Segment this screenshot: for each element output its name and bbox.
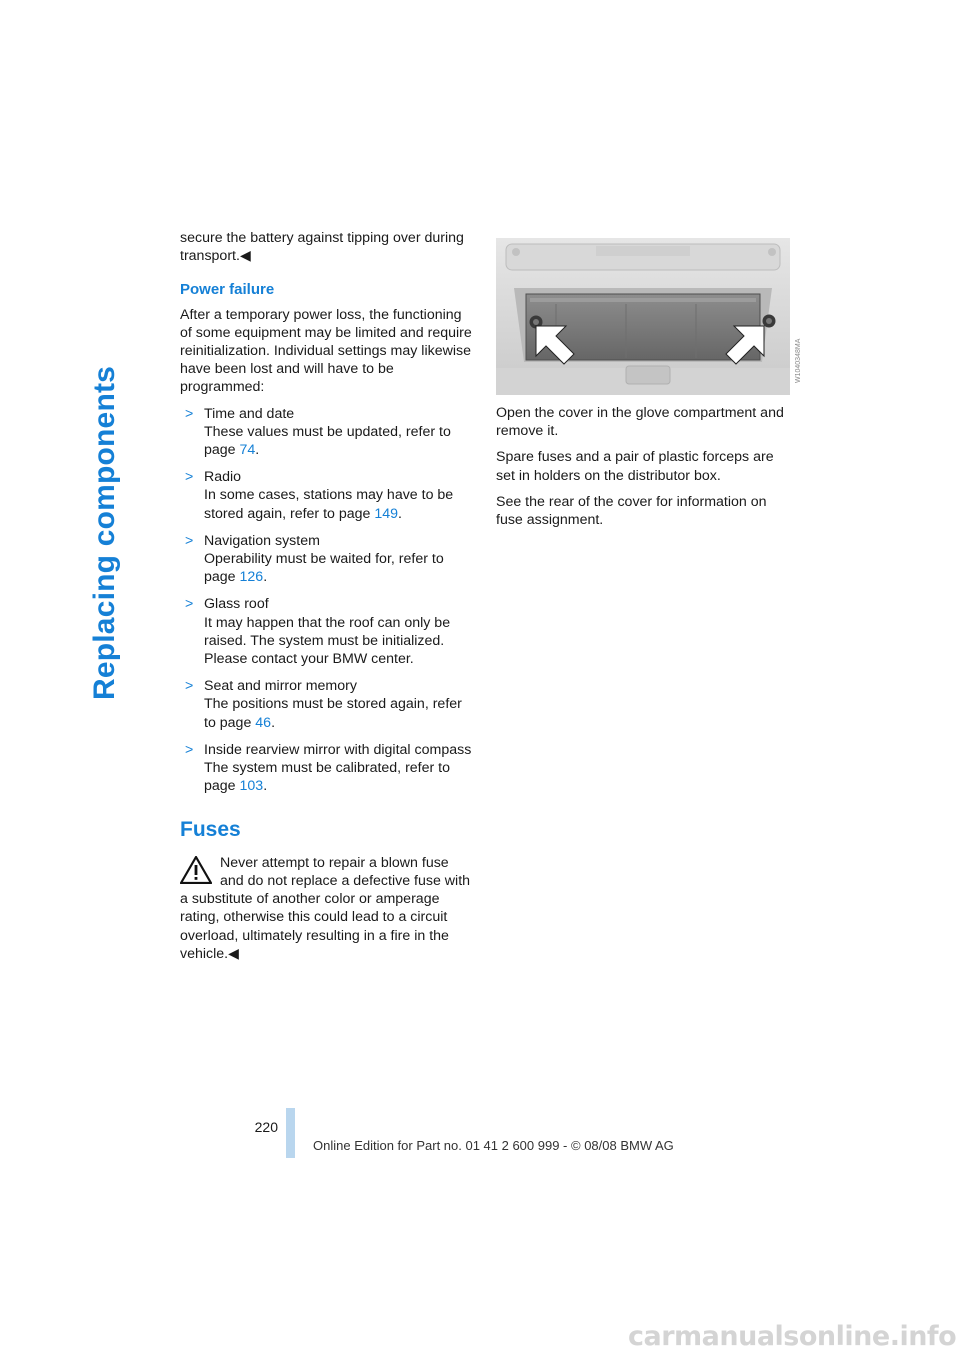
fuse-box-photo [496,238,790,395]
warning-text: Never attempt to repair a blown fuse and do not replace a defective fuse with a substitute of another color or amperage rating, otherwise this could lead to a circuit overload, ultimately resulting in a fire in the vehicle. [180,854,471,962]
fuses-warning [180,854,476,963]
edition-footer: Online Edition for Part no. 01 41 2 600 999 - © 08/08 BMW AG [313,1138,674,1153]
list-item: > Time and date These values must be updated, refer to page 74. [185,405,451,459]
list-item: > Inside rearview mirror with digital compass The system must be calibrated, refer to page 103. [185,741,472,795]
item-title: Glass roof [204,596,269,613]
item-title: Inside rearview mirror with digital compass [204,741,472,758]
bullet-marker: > [185,741,194,758]
list-item [180,595,476,668]
bullet-marker: > [185,678,194,695]
page-link[interactable]: 126 [239,569,264,586]
list-item: > Navigation system Operability must be waited for, refer to page 126. [185,532,444,586]
bullet-marker: > [185,405,194,422]
power-failure-heading: Power failure [180,281,275,299]
page-link[interactable]: 103 [239,778,264,795]
list-item: > Seat and mirror memory The positions must be stored again, refer to page 46. [185,678,462,731]
site-watermark: carmanualsonline.info [628,1321,957,1352]
item-text: It may happen that the roof can only be raised. The system must be initialized. Please contact your BMW center. [204,614,451,668]
item-text: These values must be updated, refer to page [204,423,451,459]
end-mark: ◀ [239,248,251,265]
footer-accent-bar [286,1108,295,1158]
spare-fuses-paragraph: Spare fuses and a pair of plastic forceps are set in holders on the distributor box. [496,449,774,484]
end-mark: ◀ [228,945,240,962]
item-text: The system must be calibrated, refer to page [204,760,451,795]
item-text: In some cases, stations may have to be stored again, refer to page [204,487,454,522]
item-title: Radio [204,469,242,486]
item-text: Operability must be waited for, refer to page [204,551,444,586]
bullet-marker: > [185,596,194,613]
page-link[interactable]: 46 [255,714,272,731]
fuses-heading: Fuses [180,818,241,842]
power-failure-body: After a temporary power loss, the functioning of some equipment may be limited and require reinitialization. Individual settings may likewise have been lost and will have to be programmed: [180,306,472,396]
chapter-side-title [88,228,148,708]
intro-text: secure the battery against tipping over during transport. [180,230,464,265]
item-text: The positions must be stored again, refer to page [204,696,462,731]
power-failure-list [180,405,476,796]
warning-triangle-icon [180,856,212,884]
right-column [496,404,792,537]
item-title: Time and date [204,405,295,422]
bullet-marker: > [185,532,194,549]
list-item: > Radio In some cases, stations may have to be stored again, refer to page 149. [185,469,454,522]
intro-paragraph [180,229,476,265]
page-link[interactable]: 149 [374,505,399,522]
page-link[interactable]: 74 [239,442,256,459]
fuse-assignment-paragraph: See the rear of the cover for information on fuse assignment. [496,493,767,529]
item-title: Seat and mirror memory [204,678,357,695]
item-title: Navigation system [204,532,320,549]
photo-code-text: W1040348MA [795,338,802,383]
photo-reference-code [795,285,805,385]
bullet-marker: > [185,469,194,486]
glove-compartment-illustration [496,238,790,395]
left-column [180,229,476,971]
chapter-title-text: Replacing components [88,365,121,700]
page-number: 220 [254,1119,278,1135]
cover-paragraph: Open the cover in the glove compartment and remove it. [496,405,784,440]
